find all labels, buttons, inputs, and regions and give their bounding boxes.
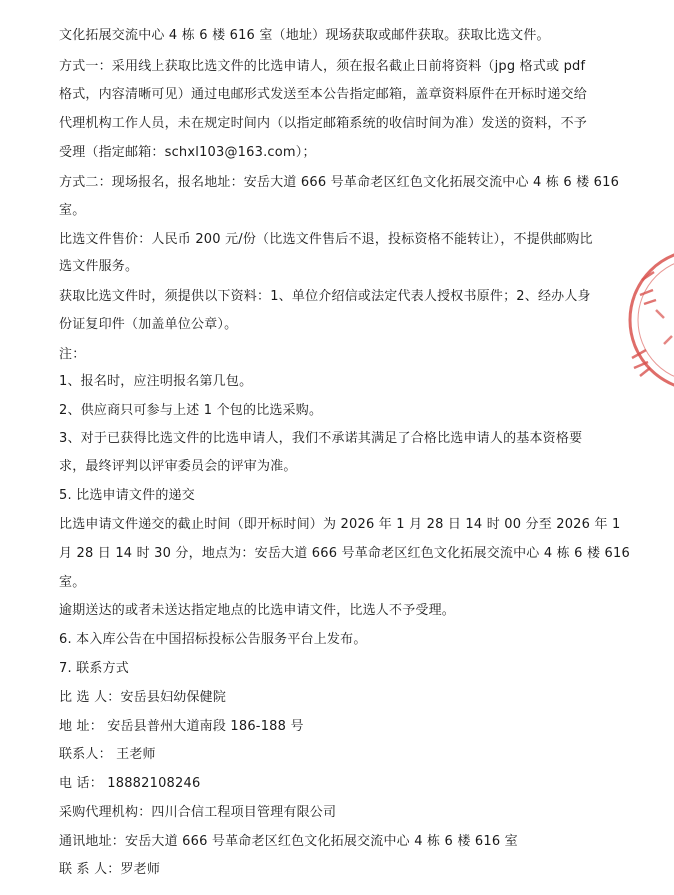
text-line: 求，最终评判以评审委员会的评审为准。: [59, 459, 297, 474]
text-line: 方式一：采用线上获取比选文件的比选申请人，须在报名截止日前将资料（jpg 格式或 pdf: [59, 59, 586, 74]
text-line: 1、报名时，应注明报名第几包。: [59, 374, 253, 389]
contact-line: 联 系 人：罗老师: [59, 862, 161, 877]
text-line: 代理机构工作人员，未在规定时间内（以指定邮箱系统的收信时间为准）发送的资料，不予: [59, 116, 588, 131]
contact-line: 比 选 人：安岳县妇幼保健院: [59, 690, 227, 705]
text-line: 格式，内容清晰可见）通过电邮形式发送至本公告指定邮箱，盖章资料原件在开标时递交给: [59, 87, 588, 102]
text-line: 份证复印件（加盖单位公章）。: [59, 317, 238, 332]
text-line: 2、供应商只可参与上述 1 个包的比选采购。: [59, 403, 323, 418]
text-line: 比选申请文件递交的截止时间（即开标时间）为 2026 年 1 月 28 日 14 时 00 分至 2026 年 1: [59, 517, 621, 532]
section-heading: 6. 本入库公告在中国招标投标公告服务平台上发布。: [59, 632, 367, 647]
text-line: 室。: [59, 575, 86, 590]
text-line: 方式二：现场报名，报名地址：安岳大道 666 号革命老区红色文化拓展交流中心 4 栋 6 楼 616: [59, 175, 620, 190]
company-seal: [620, 240, 674, 400]
text-line: 室。: [59, 203, 86, 218]
contact-line: 电 话： 18882108246: [59, 776, 201, 791]
section-heading: 5. 比选申请文件的递交: [59, 488, 195, 503]
contact-line: 地 址： 安岳县普州大道南段 186-188 号: [59, 719, 304, 734]
text-line: 受理（指定邮箱：schxl103@163.com）；: [59, 145, 316, 160]
text-line: 比选文件售价：人民币 200 元/份（比选文件售后不退，投标资格不能转让），不提供邮购比: [59, 232, 593, 247]
text-line: 逾期送达的或者未送达指定地点的比选申请文件，比选人不予受理。: [59, 603, 456, 618]
text-line: 选文件服务。: [59, 259, 139, 274]
contact-line: 通讯地址：安岳大道 666 号革命老区红色文化拓展交流中心 4 栋 6 楼 616 室: [59, 834, 518, 849]
text-line: 获取比选文件时，须提供以下资料：1、单位介绍信或法定代表人授权书原件；2、经办人身: [59, 289, 591, 304]
section-heading: 7. 联系方式: [59, 661, 129, 676]
contact-line: 采购代理机构：四川合信工程项目管理有限公司: [59, 805, 337, 820]
text-line: 3、对于已获得比选文件的比选申请人，我们不承诺其满足了合格比选申请人的基本资格要: [59, 431, 583, 446]
contact-line: 联系人： 王老师: [59, 747, 156, 762]
text-line: 月 28 日 14 时 30 分，地点为：安岳大道 666 号革命老区红色文化拓展交流中心 4 栋 6 楼 616: [59, 546, 630, 561]
text-line: 文化拓展交流中心 4 栋 6 楼 616 室（地址）现场获取或邮件获取。获取比选文件。: [59, 28, 550, 43]
text-line: 注：: [59, 347, 86, 362]
